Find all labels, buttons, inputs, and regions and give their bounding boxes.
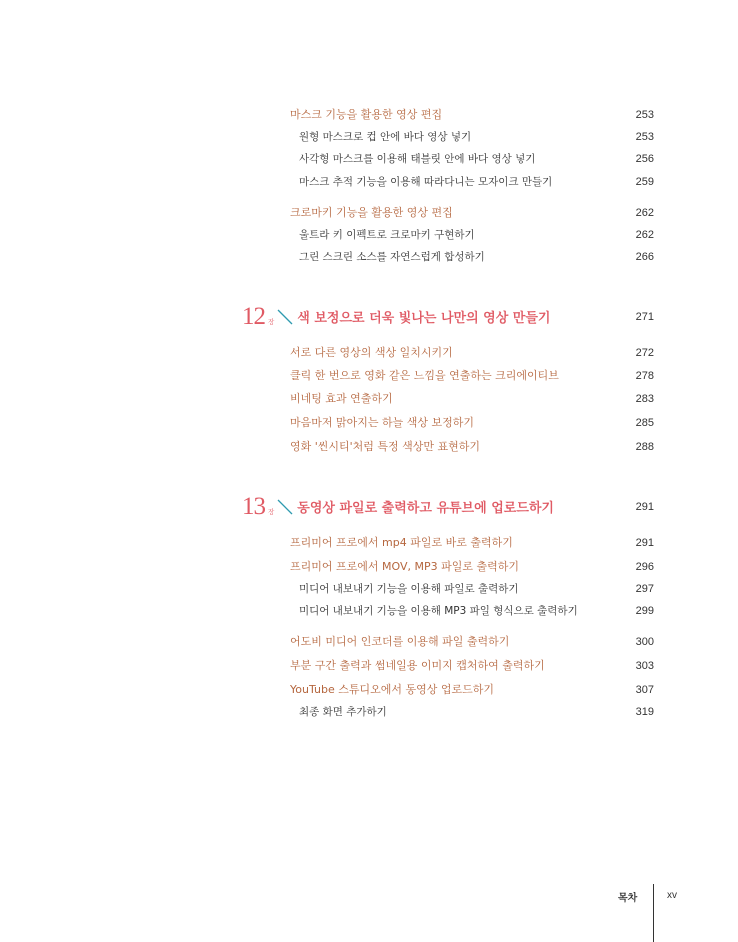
toc-page-number: 300 <box>635 636 654 648</box>
chapter-12-heading[interactable] <box>242 304 654 329</box>
toc-subsection-title: 최종 화면 추가하기 <box>299 706 387 718</box>
toc-subsection-title: 원형 마스크로 컵 안에 바다 영상 넣기 <box>299 131 472 143</box>
chapter-number: 12 <box>242 303 265 330</box>
toc-page-number: 319 <box>635 706 654 718</box>
toc-page-number: 253 <box>635 109 654 121</box>
toc-subsection[interactable] <box>299 174 654 189</box>
toc-section-title: 프리미어 프로에서 mp4 파일로 바로 출력하기 <box>290 536 513 549</box>
toc-section-title: YouTube 스튜디오에서 동영상 업로드하기 <box>290 683 494 696</box>
toc-section[interactable] <box>290 414 654 430</box>
toc-page-number: 271 <box>635 310 654 323</box>
toc-subsection[interactable] <box>299 603 654 618</box>
backslash-icon <box>276 307 294 327</box>
toc-section[interactable] <box>290 390 654 406</box>
toc-page-number: 259 <box>635 176 654 188</box>
toc-subsection-title: 사각형 마스크를 이용해 태블릿 안에 바다 영상 넣기 <box>299 153 536 165</box>
chapter-title: 색 보정으로 더욱 빛나는 나만의 영상 만들기 <box>297 311 551 326</box>
toc-section[interactable] <box>290 106 654 122</box>
toc-page-number: 262 <box>635 207 654 219</box>
toc-subsection[interactable] <box>299 151 654 166</box>
toc-section-title: 서로 다른 영상의 색상 일치시키기 <box>290 346 453 359</box>
toc-page-number: 296 <box>635 561 654 573</box>
toc-page-number: 307 <box>635 684 654 696</box>
toc-section[interactable] <box>290 367 654 383</box>
chapter-13-heading[interactable] <box>242 494 654 519</box>
chapter-marker: 장 <box>268 318 275 326</box>
toc-page-number: 285 <box>635 417 654 429</box>
toc-page-number: 253 <box>635 131 654 143</box>
toc-page-number: 262 <box>635 229 654 241</box>
running-footer-label: 목차 <box>618 893 638 904</box>
toc-subsection[interactable] <box>299 581 654 596</box>
toc-subsection[interactable] <box>299 129 654 144</box>
backslash-icon <box>276 497 294 517</box>
toc-section-title: 영화 '씬시티'처럼 특정 색상만 표현하기 <box>290 440 481 453</box>
folio-page-number: xv <box>667 890 677 901</box>
toc-section-title: 마스크 기능을 활용한 영상 편집 <box>290 108 443 121</box>
toc-subsection[interactable] <box>299 704 654 719</box>
toc-page-number: 291 <box>635 537 654 549</box>
toc-page-number: 256 <box>635 153 654 165</box>
toc-page-number: 288 <box>635 441 654 453</box>
chapter-title: 동영상 파일로 출력하고 유튜브에 업로드하기 <box>297 501 554 516</box>
toc-page-number: 266 <box>635 251 654 263</box>
toc-subsection-title: 미디어 내보내기 기능을 이용해 파일로 출력하기 <box>299 583 519 595</box>
toc-page-number: 272 <box>635 347 654 359</box>
toc-page-number: 291 <box>635 500 654 513</box>
toc-section[interactable] <box>290 558 654 574</box>
toc-section[interactable] <box>290 534 654 550</box>
toc-page-number: 297 <box>635 583 654 595</box>
toc-subsection-title: 울트라 키 이펙트로 크로마키 구현하기 <box>299 229 475 241</box>
toc-section-title: 마음마저 맑아지는 하늘 색상 보정하기 <box>290 416 475 429</box>
toc-section-title: 클릭 한 번으로 영화 같은 느낌을 연출하는 크리에이티브 <box>290 369 559 382</box>
toc-section-title: 비네팅 효과 연출하기 <box>290 392 393 405</box>
toc-section[interactable] <box>290 657 654 673</box>
toc-subsection[interactable] <box>299 249 654 264</box>
toc-page-number: 299 <box>635 605 654 617</box>
toc-subsection-title: 마스크 추적 기능을 이용해 따라다니는 모자이크 만들기 <box>299 176 553 188</box>
toc-page-number: 303 <box>635 660 654 672</box>
chapter-number: 13 <box>242 493 265 520</box>
toc-subsection-title: 그린 스크린 소스를 자연스럽게 합성하기 <box>299 251 485 263</box>
chapter-marker: 장 <box>268 508 275 516</box>
toc-section-title: 어도비 미디어 인코더를 이용해 파일 출력하기 <box>290 635 510 648</box>
toc-page-number: 278 <box>635 370 654 382</box>
footer-divider <box>653 884 654 942</box>
toc-section[interactable] <box>290 438 654 454</box>
toc-subsection-title: 미디어 내보내기 기능을 이용해 MP3 파일 형식으로 출력하기 <box>299 605 578 617</box>
toc-section-title: 크로마키 기능을 활용한 영상 편집 <box>290 206 453 219</box>
toc-section[interactable] <box>290 204 654 220</box>
toc-section-title: 프리미어 프로에서 MOV, MP3 파일로 출력하기 <box>290 560 519 573</box>
toc-page-number: 283 <box>635 393 654 405</box>
toc-subsection[interactable] <box>299 227 654 242</box>
toc-section[interactable] <box>290 633 654 649</box>
toc-section[interactable] <box>290 344 654 360</box>
toc-section[interactable] <box>290 681 654 697</box>
toc-section-title: 부분 구간 출력과 썸네일용 이미지 캡처하여 출력하기 <box>290 659 545 672</box>
